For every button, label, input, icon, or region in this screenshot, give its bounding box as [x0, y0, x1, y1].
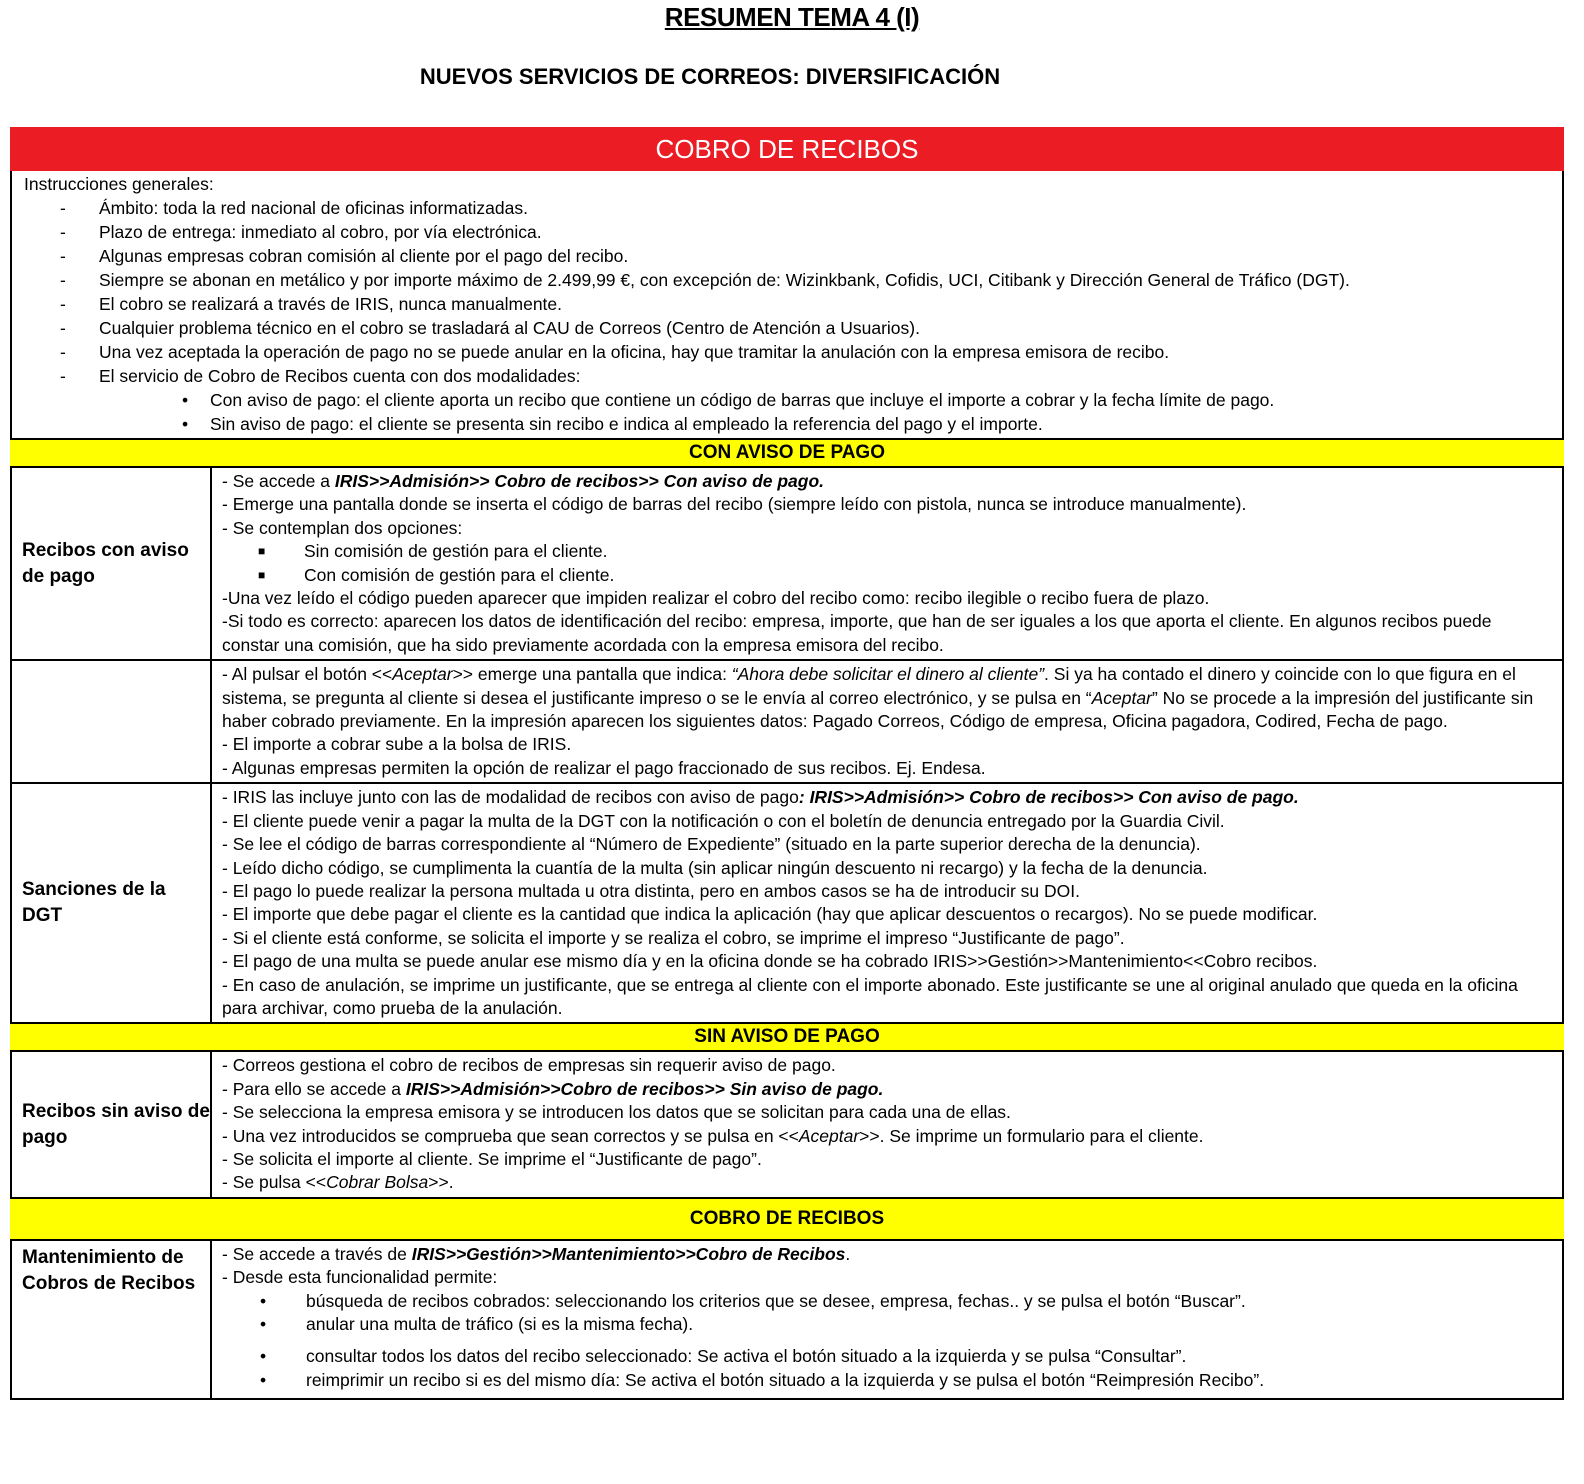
instruction-item: - El cobro se realizará a través de IRIS, nunca manualmente. — [60, 294, 563, 314]
function-item: • reimprimir un recibo si es del mismo día: Se activa el botón situado a la izquierda y se pulsa el botón “Reimpresión Recibo”. — [260, 1369, 1265, 1390]
document-title: RESUMEN TEMA 4 (I) — [664, 2, 920, 32]
row-label: Mantenimiento de Cobros de Recibos — [12, 1241, 212, 1398]
row-label: Sanciones de la DGT — [12, 784, 212, 1022]
instruction-item: - Una vez aceptada la operación de pago no se puede anular en la oficina, hay que tramitar la anulación con la empresa emisora de recibo. — [60, 342, 1170, 362]
option-item: ■ Sin comisión de gestión para el cliente. — [258, 541, 608, 562]
row-content: - IRIS las incluye junto con las de modalidad de recibos con aviso de pago: IRIS>>Admisión>> Cobro de recibos>> Con aviso de pago. - El cliente puede venir a pagar la multa de la DGT con la notificación o con el boletín de denuncia entregado por la Guardia Civil. - Se lee el código de barras correspondiente al “Número de Expediente” (situado en la parte superior derecha de la denuncia). - Leído dicho código, se cumplimenta la cuantía de la multa (sin aplicar ningún descuento ni recargo) y la fecha de la denuncia. - El pago lo puede realizar la persona multada u otra distinta, pero en ambos casos se ha de introducir su DOI. - El importe que debe pagar el cliente es la cantidad que indica la aplicación (hay que aplicar descuentos o recargos). No se puede modificar. - Si el cliente está conforme, se solicita el importe y se realiza el cobro, se imprime el impreso “Justificante de pago”. - El pago de una multa se puede anular ese mismo día y en la oficina donde se ha cobrado IRIS>>Gestión>>Mantenimiento<<Cobro recibos. - En caso de anulación, se imprime un justificante, que se entrega al cliente con el importe abonado. Este justificante se une al original anulado que queda en la oficina para archivar, como prueba de la anulación. — [222, 787, 1518, 1018]
instruction-item: - El servicio de Cobro de Recibos cuenta con dos modalidades: — [60, 366, 581, 386]
instruction-item: - Cualquier problema técnico en el cobro se trasladará al CAU de Correos (Centro de Atención a Usuarios). — [60, 318, 920, 338]
instruction-item: - Ámbito: toda la red nacional de oficinas informatizadas. — [60, 198, 528, 218]
section-header-con-aviso: CON AVISO DE PAGO — [10, 438, 1564, 468]
row-sanciones-dgt — [10, 782, 1564, 1022]
row-label-empty — [12, 661, 212, 782]
instruction-item: - Algunas empresas cobran comisión al cliente por el pago del recibo. — [60, 246, 629, 266]
modality-item: • Con aviso de pago: el cliente aporta un recibo que contiene un código de barras que incluye el importe a cobrar y la fecha límite de pago. — [182, 390, 1275, 410]
row-continuation — [10, 659, 1564, 782]
modality-item: • Sin aviso de pago: el cliente se presenta sin recibo e indica al empleado la referencia del pago y el importe. — [182, 414, 1043, 434]
document-subtitle: NUEVOS SERVICIOS DE CORREOS: DIVERSIFICACIÓN — [419, 64, 1001, 89]
row-content: - Se accede a través de IRIS>>Gestión>>Mantenimiento>>Cobro de Recibos. - Desde esta funcionalidad permite: • búsqueda de recibos cobrados: seleccionando los criterios que se desee, empresa, fechas.. y se pulsa el botón “Buscar”. • anular una multa de tráfico (si es la misma fecha). • consultar todos los datos del recibo seleccionado: Se activa el botón situado a la izquierda y se pulsa “Consultar”. • reimprimir un recibo si es del mismo día: Se activa el botón situado a la izquierda y se pulsa el botón “Reimpresión Recibo”. — [212, 1241, 1562, 1398]
iris-path: IRIS>>Gestión>>Mantenimiento>>Cobro de Recibos — [411, 1243, 846, 1264]
function-item: • búsqueda de recibos cobrados: seleccionando los criterios que se desee, empresa, fechas.. y se pulsa el botón “Buscar”. — [260, 1290, 1246, 1311]
row-recibos-con-aviso — [10, 468, 1564, 659]
row-content: - Al pulsar el botón <<Aceptar>> emerge una pantalla que indica: “Ahora debe solicitar el dinero al cliente”. Si ya ha contado el dinero y coincide con lo que figura en el sistema, se pregunta al cliente si desea el justificante impreso o se le envía al correo electrónico, y se pulsa en “Aceptar” No se procede a la impresión del justificante sin haber cobrado previamente. En la impresión aparecen los siguientes datos: Pagado Correos, Código de empresa, Oficina pagadora, Codired, Fecha de pago. - El importe a cobrar sube a la bolsa de IRIS. - Algunas empresas permiten la opción de realizar el pago fraccionado de sus recibos. Ej. Endesa. — [222, 664, 1534, 778]
iris-path: IRIS>>Admisión>>Cobro de recibos>> Sin aviso de pago. — [405, 1078, 884, 1099]
row-mantenimiento — [10, 1241, 1564, 1400]
function-item: • consultar todos los datos del recibo seleccionado: Se activa el botón situado a la izquierda y se pulsa “Consultar”. — [260, 1346, 1187, 1367]
function-item: • anular una multa de tráfico (si es la misma fecha). — [260, 1314, 694, 1334]
section-header-mantenimiento: COBRO DE RECIBOS — [10, 1197, 1564, 1241]
instruction-item: - Siempre se abonan en metálico y por importe máximo de 2.499,99 €, con excepción de: Wizinkbank, Cofidis, UCI, Citibank y Dirección General de Tráfico (DGT). — [60, 270, 1350, 290]
option-item: ■ Con comisión de gestión para el cliente. — [258, 564, 615, 585]
row-label: Recibos con aviso de pago — [12, 468, 212, 659]
row-recibos-sin-aviso — [10, 1052, 1564, 1196]
section-header-sin-aviso: SIN AVISO DE PAGO — [10, 1022, 1564, 1052]
main-section-header: COBRO DE RECIBOS — [10, 127, 1564, 171]
iris-path: : IRIS>>Admisión>> Cobro de recibos>> Con aviso de pago. — [798, 787, 1299, 808]
row-content: - Correos gestiona el cobro de recibos de empresas sin requerir aviso de pago. - Para ello se accede a IRIS>>Admisión>>Cobro de recibos>> Sin aviso de pago. - Se selecciona la empresa emisora y se introducen los datos que se solicitan para cada una de ellas. - Una vez introducidos se comprueba que sean correctos y se pulsa en <<Aceptar>>. Se imprime un formulario para el cliente. - Se solicita el importe al cliente. Se imprime el “Justificante de pago”. - Se pulsa <<Cobrar Bolsa>>. — [222, 1055, 1204, 1193]
instruction-item: - Plazo de entrega: inmediato al cobro, por vía electrónica. — [60, 222, 542, 242]
instructions-lead: Instrucciones generales: — [24, 174, 214, 194]
general-instructions — [10, 171, 1564, 438]
row-content: - Se accede a IRIS>>Admisión>> Cobro de recibos>> Con aviso de pago. - Emerge una pantalla donde se inserta el código de barras del recibo (siempre leído con pistola, nunca se introduce manualmente). - Se contemplan dos opciones: ■ Sin comisión de gestión para el cliente. ■ Con comisión de gestión para el cliente. -Una vez leído el código pueden aparecer que impiden realizar el cobro del recibo como: recibo ilegible o recibo fuera de plazo. -Si todo es correcto: aparecen los datos de identificación del recibo: empresa, importe, que han de ser iguales a los que aporta el cliente. En algunos recibos puede constar una comisión, que ha sido previamente acordada con la empresa emisora del recibo. — [212, 468, 1562, 659]
iris-path: IRIS>>Admisión>> Cobro de recibos>> Con aviso de pago. — [334, 471, 825, 491]
summary-table — [10, 127, 1564, 1400]
row-label: Recibos sin aviso de pago — [12, 1052, 212, 1196]
